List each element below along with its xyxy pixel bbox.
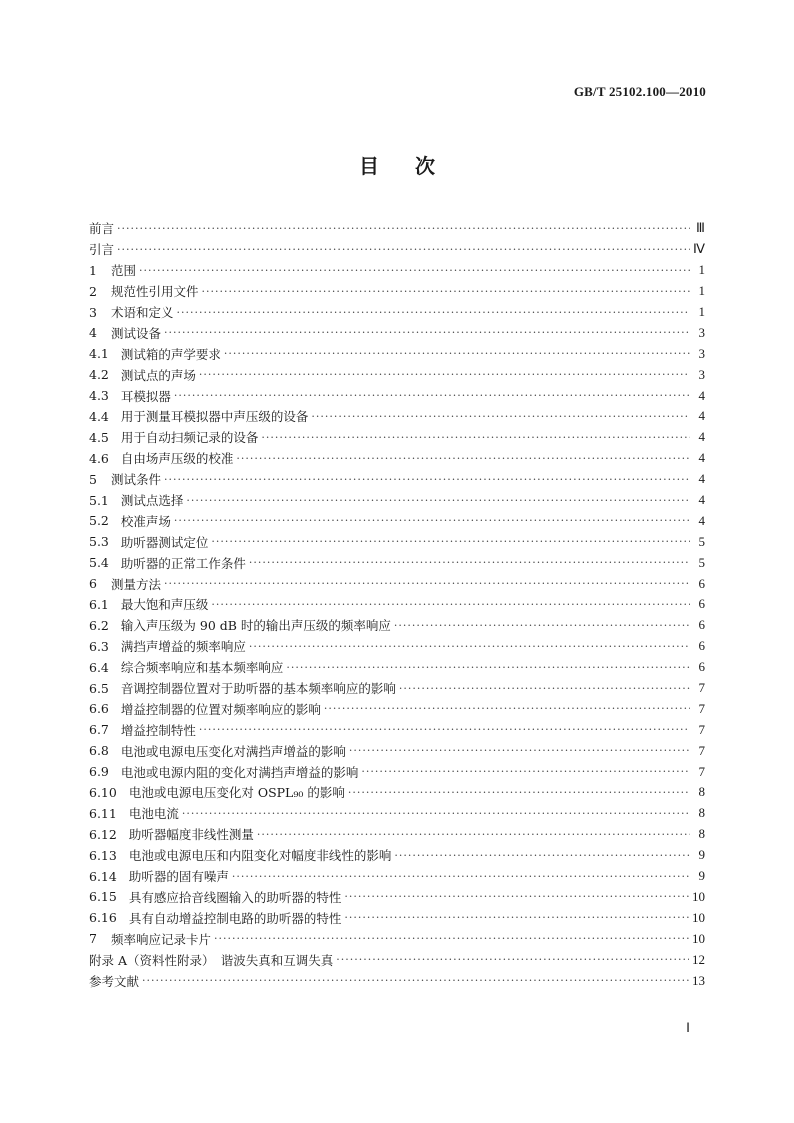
toc-entry-page: 6 <box>698 659 705 675</box>
toc-entry-title: 电池电流 <box>128 806 179 822</box>
toc-leader-dots <box>164 577 690 590</box>
toc-entry-page: 6 <box>698 617 705 633</box>
toc-entry-title: 测试条件 <box>110 472 161 488</box>
toc-entry-number: 4 <box>89 325 97 341</box>
toc-entry[interactable] <box>89 406 705 427</box>
toc-entry-title: 助听器的正常工作条件 <box>120 555 246 571</box>
toc-leader-dots <box>348 786 690 799</box>
toc-entry-page: 1 <box>698 262 705 278</box>
toc-entry[interactable] <box>89 636 705 657</box>
toc-entry-title: 测试箱的声学要求 <box>120 346 221 362</box>
toc-entry-title: 校准声场 <box>120 513 171 529</box>
toc-leader-dots <box>361 765 690 778</box>
toc-entry-page: 7 <box>698 700 705 716</box>
toc-entry-page: 8 <box>698 826 705 842</box>
page-title <box>0 150 794 179</box>
toc-entry-title: 测试设备 <box>110 325 161 341</box>
toc-entry[interactable] <box>89 845 705 866</box>
toc-entry[interactable] <box>89 531 705 552</box>
toc-entry-page: 7 <box>698 680 705 696</box>
toc-leader-dots <box>257 828 690 841</box>
toc-leader-dots <box>311 410 690 423</box>
toc-entry-number: 4.6 <box>89 450 109 466</box>
toc-entry-title: 电池或电源内阻的变化对满挡声增益的影响 <box>120 764 359 780</box>
toc-entry-number: 4.3 <box>89 388 109 404</box>
toc-entry[interactable] <box>89 949 705 970</box>
toc-entry-number: 5.2 <box>89 513 109 529</box>
toc-leader-dots <box>186 494 690 507</box>
toc-leader-dots <box>164 473 690 486</box>
toc-entry[interactable] <box>89 469 705 490</box>
toc-entry[interactable] <box>89 907 705 928</box>
toc-entry-title: 引言 <box>89 242 115 258</box>
toc-entry-number: 6.7 <box>89 722 109 738</box>
toc-entry[interactable] <box>89 615 705 636</box>
toc-entry[interactable] <box>89 343 705 364</box>
toc-entry-number: 6.15 <box>89 889 117 905</box>
toc-entry-page: 12 <box>692 951 705 967</box>
toc-entry-title: 频率响应记录卡片 <box>110 931 211 947</box>
toc-leader-dots <box>199 723 690 736</box>
toc-entry-page: 5 <box>698 533 705 549</box>
toc-leader-dots <box>394 619 690 632</box>
toc-entry-page: 3 <box>698 345 705 361</box>
toc-entry-number: 6.3 <box>89 638 109 654</box>
toc-entry-page: 10 <box>692 909 705 925</box>
toc-leader-dots <box>214 932 689 945</box>
toc-entry-page: 4 <box>698 408 705 424</box>
toc-entry-title: 测试点选择 <box>120 493 184 509</box>
toc-leader-dots <box>261 431 690 444</box>
toc-entry[interactable] <box>89 448 705 469</box>
table-of-contents <box>89 218 705 991</box>
toc-entry-page: 13 <box>692 972 705 988</box>
toc-entry[interactable] <box>89 698 705 719</box>
toc-entry-number: 1 <box>89 262 97 278</box>
toc-leader-dots <box>232 870 690 883</box>
toc-entry-page: 5 <box>698 554 705 570</box>
toc-leader-dots <box>199 368 690 381</box>
toc-leader-dots <box>142 974 689 987</box>
toc-entry-title: 测量方法 <box>110 576 161 592</box>
toc-entry[interactable] <box>89 782 705 803</box>
toc-leader-dots <box>201 285 690 298</box>
toc-entry-title: 具有感应拾音线圈输入的助听器的特性 <box>128 889 342 905</box>
title-char-2: 次 <box>415 154 435 178</box>
toc-entry-number: 4.1 <box>89 346 109 362</box>
toc-leader-dots <box>176 306 690 319</box>
toc-entry[interactable] <box>89 573 705 594</box>
toc-entry-number: 6.13 <box>89 847 117 863</box>
page-number: Ⅰ <box>686 1020 690 1035</box>
toc-entry[interactable] <box>89 281 705 302</box>
toc-entry-title: 自由场声压级的校准 <box>120 451 234 467</box>
toc-entry-title: 助听器幅度非线性测量 <box>128 827 254 843</box>
toc-entry-title: 增益控制特性 <box>120 722 196 738</box>
toc-entry-page: 7 <box>698 742 705 758</box>
toc-entry-page: 4 <box>698 471 705 487</box>
toc-leader-dots <box>211 535 690 548</box>
toc-entry[interactable] <box>89 803 705 824</box>
toc-entry[interactable] <box>89 302 705 323</box>
toc-leader-dots <box>236 452 690 465</box>
toc-entry[interactable] <box>89 761 705 782</box>
toc-leader-dots <box>249 640 690 653</box>
title-char-1: 目 <box>359 154 379 178</box>
toc-entry[interactable] <box>89 427 705 448</box>
toc-entry-number: 6.14 <box>89 868 117 884</box>
toc-entry-title: 输入声压级为 90 dB 时的输出声压级的频率响应 <box>120 618 391 634</box>
toc-entry[interactable] <box>89 887 705 908</box>
toc-leader-dots <box>174 514 690 527</box>
toc-entry-title: 规范性引用文件 <box>110 284 199 300</box>
toc-entry-number: 6.10 <box>89 784 117 800</box>
toc-entry-page: 10 <box>692 888 705 904</box>
toc-entry[interactable] <box>89 385 705 406</box>
toc-entry-number: 6.6 <box>89 701 109 717</box>
toc-entry-number: 4.2 <box>89 367 109 383</box>
toc-entry-page: 4 <box>698 492 705 508</box>
toc-entry[interactable] <box>89 239 705 260</box>
toc-entry-page: 8 <box>698 805 705 821</box>
toc-leader-dots <box>164 326 690 339</box>
toc-entry-title: 增益控制器的位置对频率响应的影响 <box>120 701 321 717</box>
toc-entry-page: 8 <box>698 784 705 800</box>
toc-entry-title: 附录 A（资料性附录） 谐波失真和互调失真 <box>89 952 334 968</box>
toc-entry-number: 5.3 <box>89 534 109 550</box>
toc-leader-dots <box>211 598 690 611</box>
toc-entry-number: 6.11 <box>89 805 117 821</box>
toc-leader-dots <box>249 556 690 569</box>
toc-entry-page: 6 <box>698 575 705 591</box>
toc-entry-title: 电池或电源电压和内阻变化对幅度非线性的影响 <box>128 848 392 864</box>
toc-entry-title: 范围 <box>110 263 136 279</box>
toc-entry[interactable] <box>89 657 705 678</box>
toc-entry-number: 6.8 <box>89 743 109 759</box>
toc-entry-number: 5.1 <box>89 492 109 508</box>
toc-entry[interactable] <box>89 928 705 949</box>
toc-entry[interactable] <box>89 218 705 239</box>
toc-entry[interactable] <box>89 866 705 887</box>
toc-entry-page: 3 <box>698 324 705 340</box>
toc-leader-dots <box>344 890 689 903</box>
toc-entry-title: 电池或电源电压变化对 OSPL₉₀ 的影响 <box>128 785 345 801</box>
toc-leader-dots <box>117 243 690 256</box>
toc-leader-dots <box>286 661 690 674</box>
toc-entry-page: 6 <box>698 596 705 612</box>
toc-entry-page: 9 <box>698 847 705 863</box>
toc-entry-title: 电池或电源电压变化对满挡声增益的影响 <box>120 743 346 759</box>
toc-entry-number: 6.2 <box>89 617 109 633</box>
toc-entry-title: 术语和定义 <box>110 305 174 320</box>
toc-entry-page: 4 <box>698 450 705 466</box>
toc-leader-dots <box>336 953 689 966</box>
toc-entry-title: 综合频率响应和基本频率响应 <box>120 660 284 676</box>
toc-entry-page: 6 <box>698 638 705 654</box>
toc-entry-page: 4 <box>698 387 705 403</box>
toc-entry-page: Ⅳ <box>693 241 705 257</box>
standard-code: GB/T 25102.100—2010 <box>573 84 706 99</box>
toc-entry-title: 前言 <box>89 221 115 237</box>
toc-entry-title: 耳模拟器 <box>120 388 171 404</box>
toc-entry-number: 3 <box>89 304 97 320</box>
toc-entry-title: 最大饱和声压级 <box>120 597 209 613</box>
toc-entry-page: 1 <box>698 283 705 299</box>
toc-entry-number: 7 <box>89 931 97 947</box>
toc-leader-dots <box>182 807 690 820</box>
toc-leader-dots <box>174 389 690 402</box>
toc-entry[interactable] <box>89 824 705 845</box>
toc-entry-title: 助听器测试定位 <box>120 534 209 550</box>
toc-entry-number: 5 <box>89 471 97 487</box>
toc-entry[interactable] <box>89 678 705 699</box>
toc-entry[interactable] <box>89 490 705 511</box>
toc-entry-number: 4.5 <box>89 429 109 445</box>
toc-entry-page: 10 <box>692 930 705 946</box>
toc-entry-number: 6.12 <box>89 826 117 842</box>
toc-leader-dots <box>117 222 690 235</box>
toc-entry[interactable] <box>89 594 705 615</box>
toc-entry-number: 6.16 <box>89 910 117 926</box>
toc-entry[interactable] <box>89 260 705 281</box>
toc-entry-title: 满挡声增益的频率响应 <box>120 639 246 655</box>
toc-entry-number: 6 <box>89 576 97 592</box>
toc-entry-number: 6.4 <box>89 659 109 675</box>
toc-entry-page: 7 <box>698 721 705 737</box>
toc-entry[interactable] <box>89 552 705 573</box>
toc-entry-number: 4.4 <box>89 408 109 424</box>
toc-entry-page: 9 <box>698 868 705 884</box>
toc-entry-page: 7 <box>698 763 705 779</box>
toc-entry[interactable] <box>89 970 705 991</box>
toc-entry-page: 4 <box>698 512 705 528</box>
toc-entry[interactable] <box>89 364 705 385</box>
toc-entry-number: 6.1 <box>89 596 109 612</box>
toc-entry-title: 具有自动增益控制电路的助听器的特性 <box>128 910 342 926</box>
toc-entry-title: 音调控制器位置对于助听器的基本频率响应的影响 <box>120 681 396 697</box>
toc-entry[interactable] <box>89 322 705 343</box>
toc-entry-number: 6.9 <box>89 764 109 780</box>
toc-entry-page: 4 <box>698 429 705 445</box>
toc-entry-title: 测试点的声场 <box>120 367 196 383</box>
toc-leader-dots <box>394 849 690 862</box>
toc-entry-title: 用于测量耳模拟器中声压级的设备 <box>120 409 309 425</box>
toc-entry-number: 6.5 <box>89 680 109 696</box>
toc-entry-number: 5.4 <box>89 555 109 571</box>
toc-entry-number: 2 <box>89 283 97 299</box>
toc-entry-title: 参考文献 <box>89 973 140 989</box>
toc-entry[interactable] <box>89 719 705 740</box>
toc-entry[interactable] <box>89 510 705 531</box>
toc-leader-dots <box>139 264 690 277</box>
toc-entry-title: 助听器的固有噪声 <box>128 869 229 885</box>
toc-leader-dots <box>324 702 690 715</box>
toc-leader-dots <box>349 744 690 757</box>
toc-leader-dots <box>399 682 690 695</box>
toc-entry-page: 3 <box>698 366 705 382</box>
toc-entry[interactable] <box>89 740 705 761</box>
toc-entry-page: 1 <box>698 304 705 319</box>
toc-entry-title: 用于自动扫频记录的设备 <box>120 430 259 446</box>
toc-leader-dots <box>344 911 689 924</box>
toc-entry-page: Ⅲ <box>696 220 705 236</box>
toc-leader-dots <box>224 347 690 360</box>
